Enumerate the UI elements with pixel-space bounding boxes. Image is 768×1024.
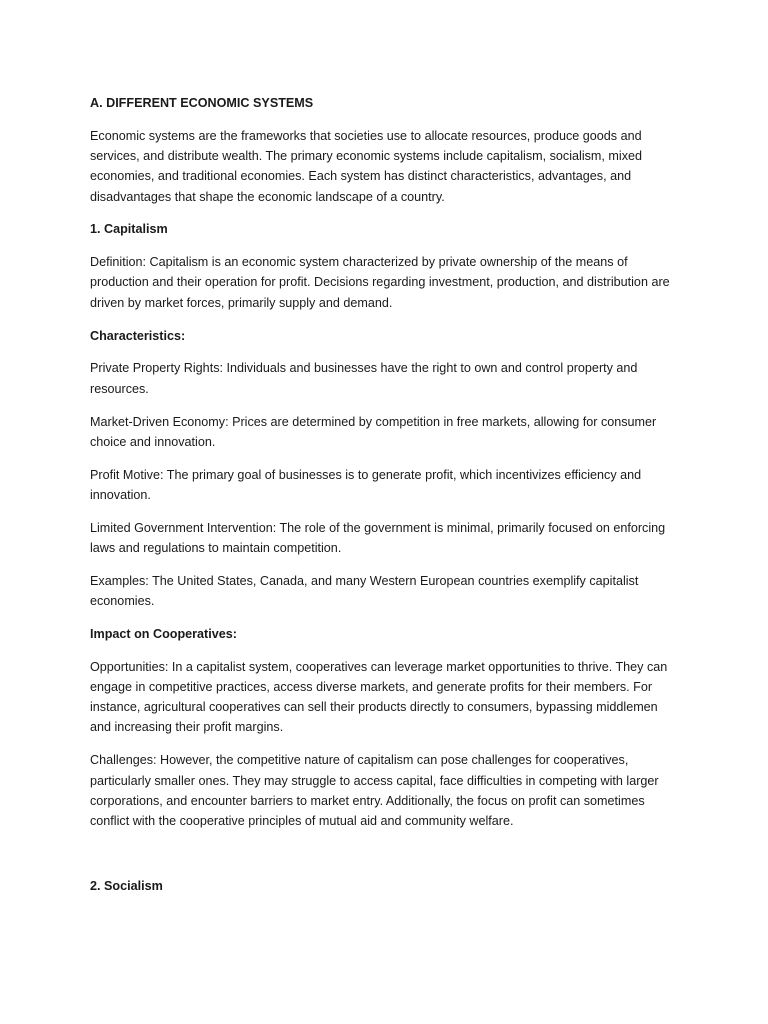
challenges-paragraph: Challenges: However, the competitive nature of capitalism can pose challenges for cooperatives, particularly smaller ones. They may struggle to access capital, face difficulties in competing with larger corporations, and encounter barriers to market entry. Additionally, the focus on profit can sometimes conflict with the cooperative principles of mutual aid and community welfare. [90,753,659,828]
section-heading: A. DIFFERENT ECONOMIC SYSTEMS [90,96,314,110]
socialism-heading: 2. Socialism [90,878,163,893]
characteristic-item: Profit Motive: The primary goal of businesses is to generate profit, which incentivizes efficiency and innovation. [90,467,642,502]
capitalism-heading: 1. Capitalism [90,222,168,237]
characteristic-item: Limited Government Intervention: The role of the government is minimal, primarily focused on enforcing laws and regulations to maintain competition. [90,520,666,555]
blank-line [90,844,682,876]
characteristic-item: Private Property Rights: Individuals and businesses have the right to own and control property and resources. [90,361,638,396]
intro-paragraph: Economic systems are the frameworks that societies use to allocate resources, produce goods and services, and distribute wealth. The primary economic systems include capitalism, socialism, mixed economies, and traditional economies. Each system has distinct characteristics, advantages, and disadvantages that shape the economic landscape of a country. [90,128,642,204]
capitalism-examples: Examples: The United States, Canada, and many Western European countries exemplify capitalist economies. [90,573,639,609]
opportunities-paragraph: Opportunities: In a capitalist system, cooperatives can leverage market opportunities to thrive. They can engage in competitive practices, access diverse markets, and generate profits for their members. For instance, agricultural cooperatives can sell their products directly to consumers, bypassing middlemen and increasing their profit margins. [90,659,668,735]
impact-heading: Impact on Cooperatives: [90,626,237,641]
document-page [90,93,682,909]
characteristic-item: Market-Driven Economy: Prices are determined by competition in free markets, allowing for consumer choice and innovation. [90,414,657,449]
characteristics-heading: Characteristics: [90,328,186,343]
capitalism-definition: Definition: Capitalism is an economic system characterized by private ownership of the means of production and their operation for profit. Decisions regarding investment, production, and distribution are driven by market forces, primarily supply and demand. [90,255,670,310]
